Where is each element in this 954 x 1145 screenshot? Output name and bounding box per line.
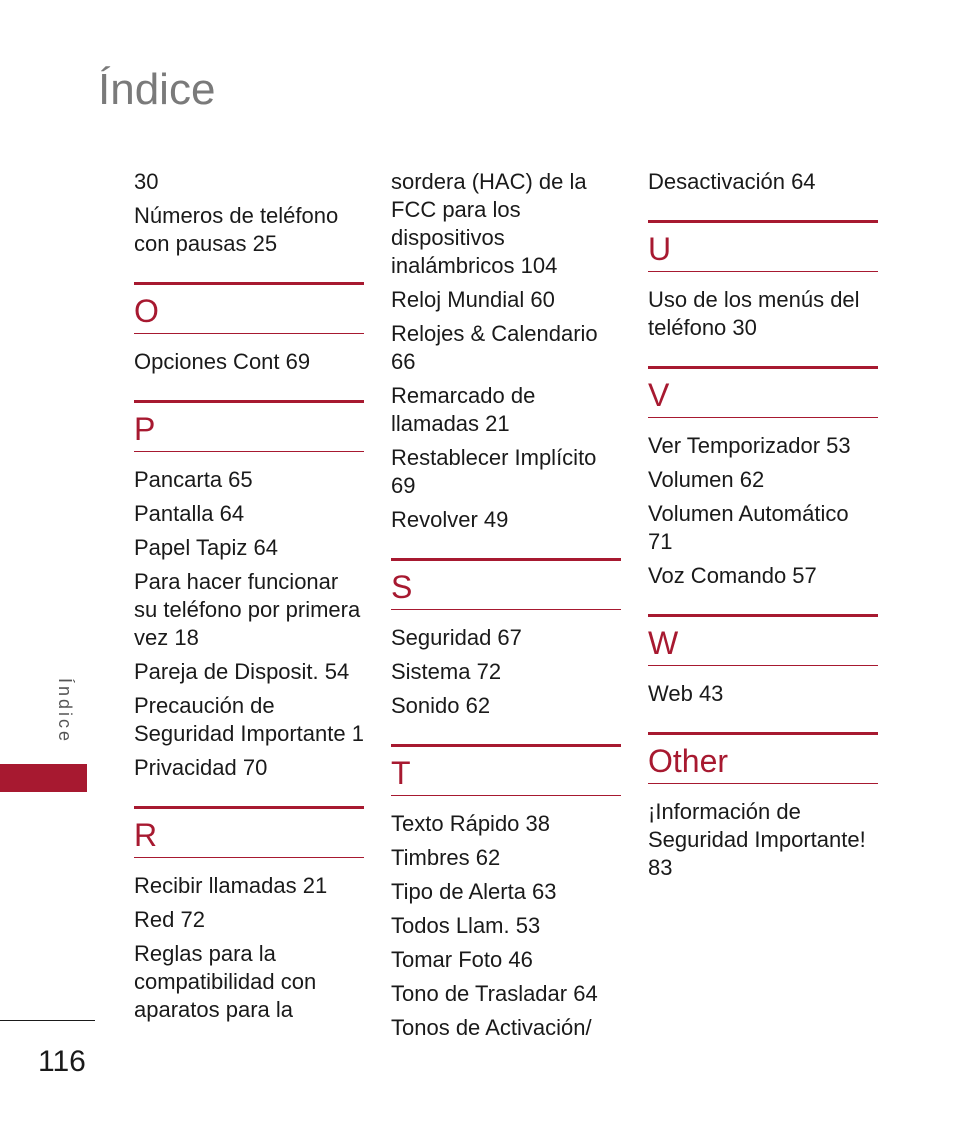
- section-letter: W: [648, 625, 679, 661]
- index-entry: Opciones Cont 69: [134, 349, 311, 374]
- side-section-label: Índice: [55, 678, 75, 745]
- section-header: [134, 282, 364, 334]
- section-rule-bottom: [134, 857, 364, 858]
- index-entry: Desactivación 64: [648, 169, 816, 194]
- index-entry: Tonos de Activación/: [391, 1015, 592, 1040]
- page-number: 116: [38, 1045, 86, 1078]
- index-entry: Tomar Foto 46: [391, 947, 533, 972]
- index-entry: Precaución de Seguridad Importante 1: [134, 693, 364, 746]
- index-column-3: [648, 168, 878, 888]
- section-letter: R: [134, 817, 158, 853]
- section-letter: T: [391, 755, 411, 791]
- section-header: [134, 806, 364, 858]
- index-entry: Números de teléfono con pausas 25: [134, 203, 339, 256]
- index-entry: Seguridad 67: [391, 625, 522, 650]
- section-header: [648, 732, 878, 784]
- index-entry: Revolver 49: [391, 507, 509, 532]
- index-entry: Todos Llam. 53: [391, 913, 541, 938]
- index-entry: Reloj Mundial 60: [391, 287, 555, 312]
- index-entry: Relojes & Calendario 66: [391, 321, 598, 374]
- index-entry: Texto Rápido 38: [391, 811, 550, 836]
- section-header: [648, 366, 878, 418]
- index-entry: Sistema 72: [391, 659, 502, 684]
- section-header: [391, 558, 621, 610]
- section-header: [134, 400, 364, 452]
- section-letter: P: [134, 411, 156, 447]
- index-column-2: [391, 168, 621, 1048]
- section-header: [648, 614, 878, 666]
- index-entry: Volumen Automático 71: [648, 501, 849, 554]
- index-entry: Remarcado de llamadas 21: [391, 383, 536, 436]
- section-letter: O: [134, 293, 159, 329]
- section-rule-bottom: [648, 665, 878, 666]
- index-entry: Timbres 62: [391, 845, 501, 870]
- index-entry: Sonido 62: [391, 693, 491, 718]
- section-rule-bottom: [648, 271, 878, 272]
- section-rule-bottom: [648, 417, 878, 418]
- footer-divider: [0, 1020, 95, 1021]
- page-title: Índice: [98, 65, 216, 114]
- index-entry: Pantalla 64: [134, 501, 245, 526]
- section-header: [648, 220, 878, 272]
- section-letter: Other: [648, 743, 729, 779]
- section-rule-bottom: [134, 451, 364, 452]
- section-letter: S: [391, 569, 413, 605]
- index-entry: Reglas para la compatibilidad con aparatos para la: [134, 941, 317, 1022]
- section-letter: U: [648, 231, 672, 267]
- index-entry: ¡Información de Seguridad Importante! 83: [648, 799, 866, 880]
- index-entry: sordera (HAC) de la FCC para los dispositivos inalámbricos 104: [391, 169, 587, 278]
- index-entry: Pancarta 65: [134, 467, 253, 492]
- index-entry: Tipo de Alerta 63: [391, 879, 557, 904]
- section-rule-bottom: [391, 609, 621, 610]
- index-entry: Uso de los menús del teléfono 30: [648, 287, 860, 340]
- index-entry: Restablecer Implícito 69: [391, 445, 597, 498]
- index-entry: Web 43: [648, 681, 724, 706]
- index-entry: Volumen 62: [648, 467, 765, 492]
- index-entry: Para hacer funcionar su teléfono por primera vez 18: [134, 569, 361, 650]
- section-tab-marker: [0, 764, 87, 792]
- index-entry: Voz Comando 57: [648, 563, 817, 588]
- index-entry: Recibir llamadas 21: [134, 873, 328, 898]
- section-rule-bottom: [391, 795, 621, 796]
- index-entry: Pareja de Disposit. 54: [134, 659, 350, 684]
- section-rule-bottom: [648, 783, 878, 784]
- index-entry: Tono de Trasladar 64: [391, 981, 598, 1006]
- section-rule-bottom: [134, 333, 364, 334]
- index-entry: Red 72: [134, 907, 205, 932]
- section-letter: V: [648, 377, 670, 413]
- index-entry: Privacidad 70: [134, 755, 268, 780]
- index-column-1: [134, 168, 364, 1030]
- section-header: [391, 744, 621, 796]
- index-entry: 30: [134, 169, 159, 194]
- index-entry: Ver Temporizador 53: [648, 433, 851, 458]
- index-entry: Papel Tapiz 64: [134, 535, 278, 560]
